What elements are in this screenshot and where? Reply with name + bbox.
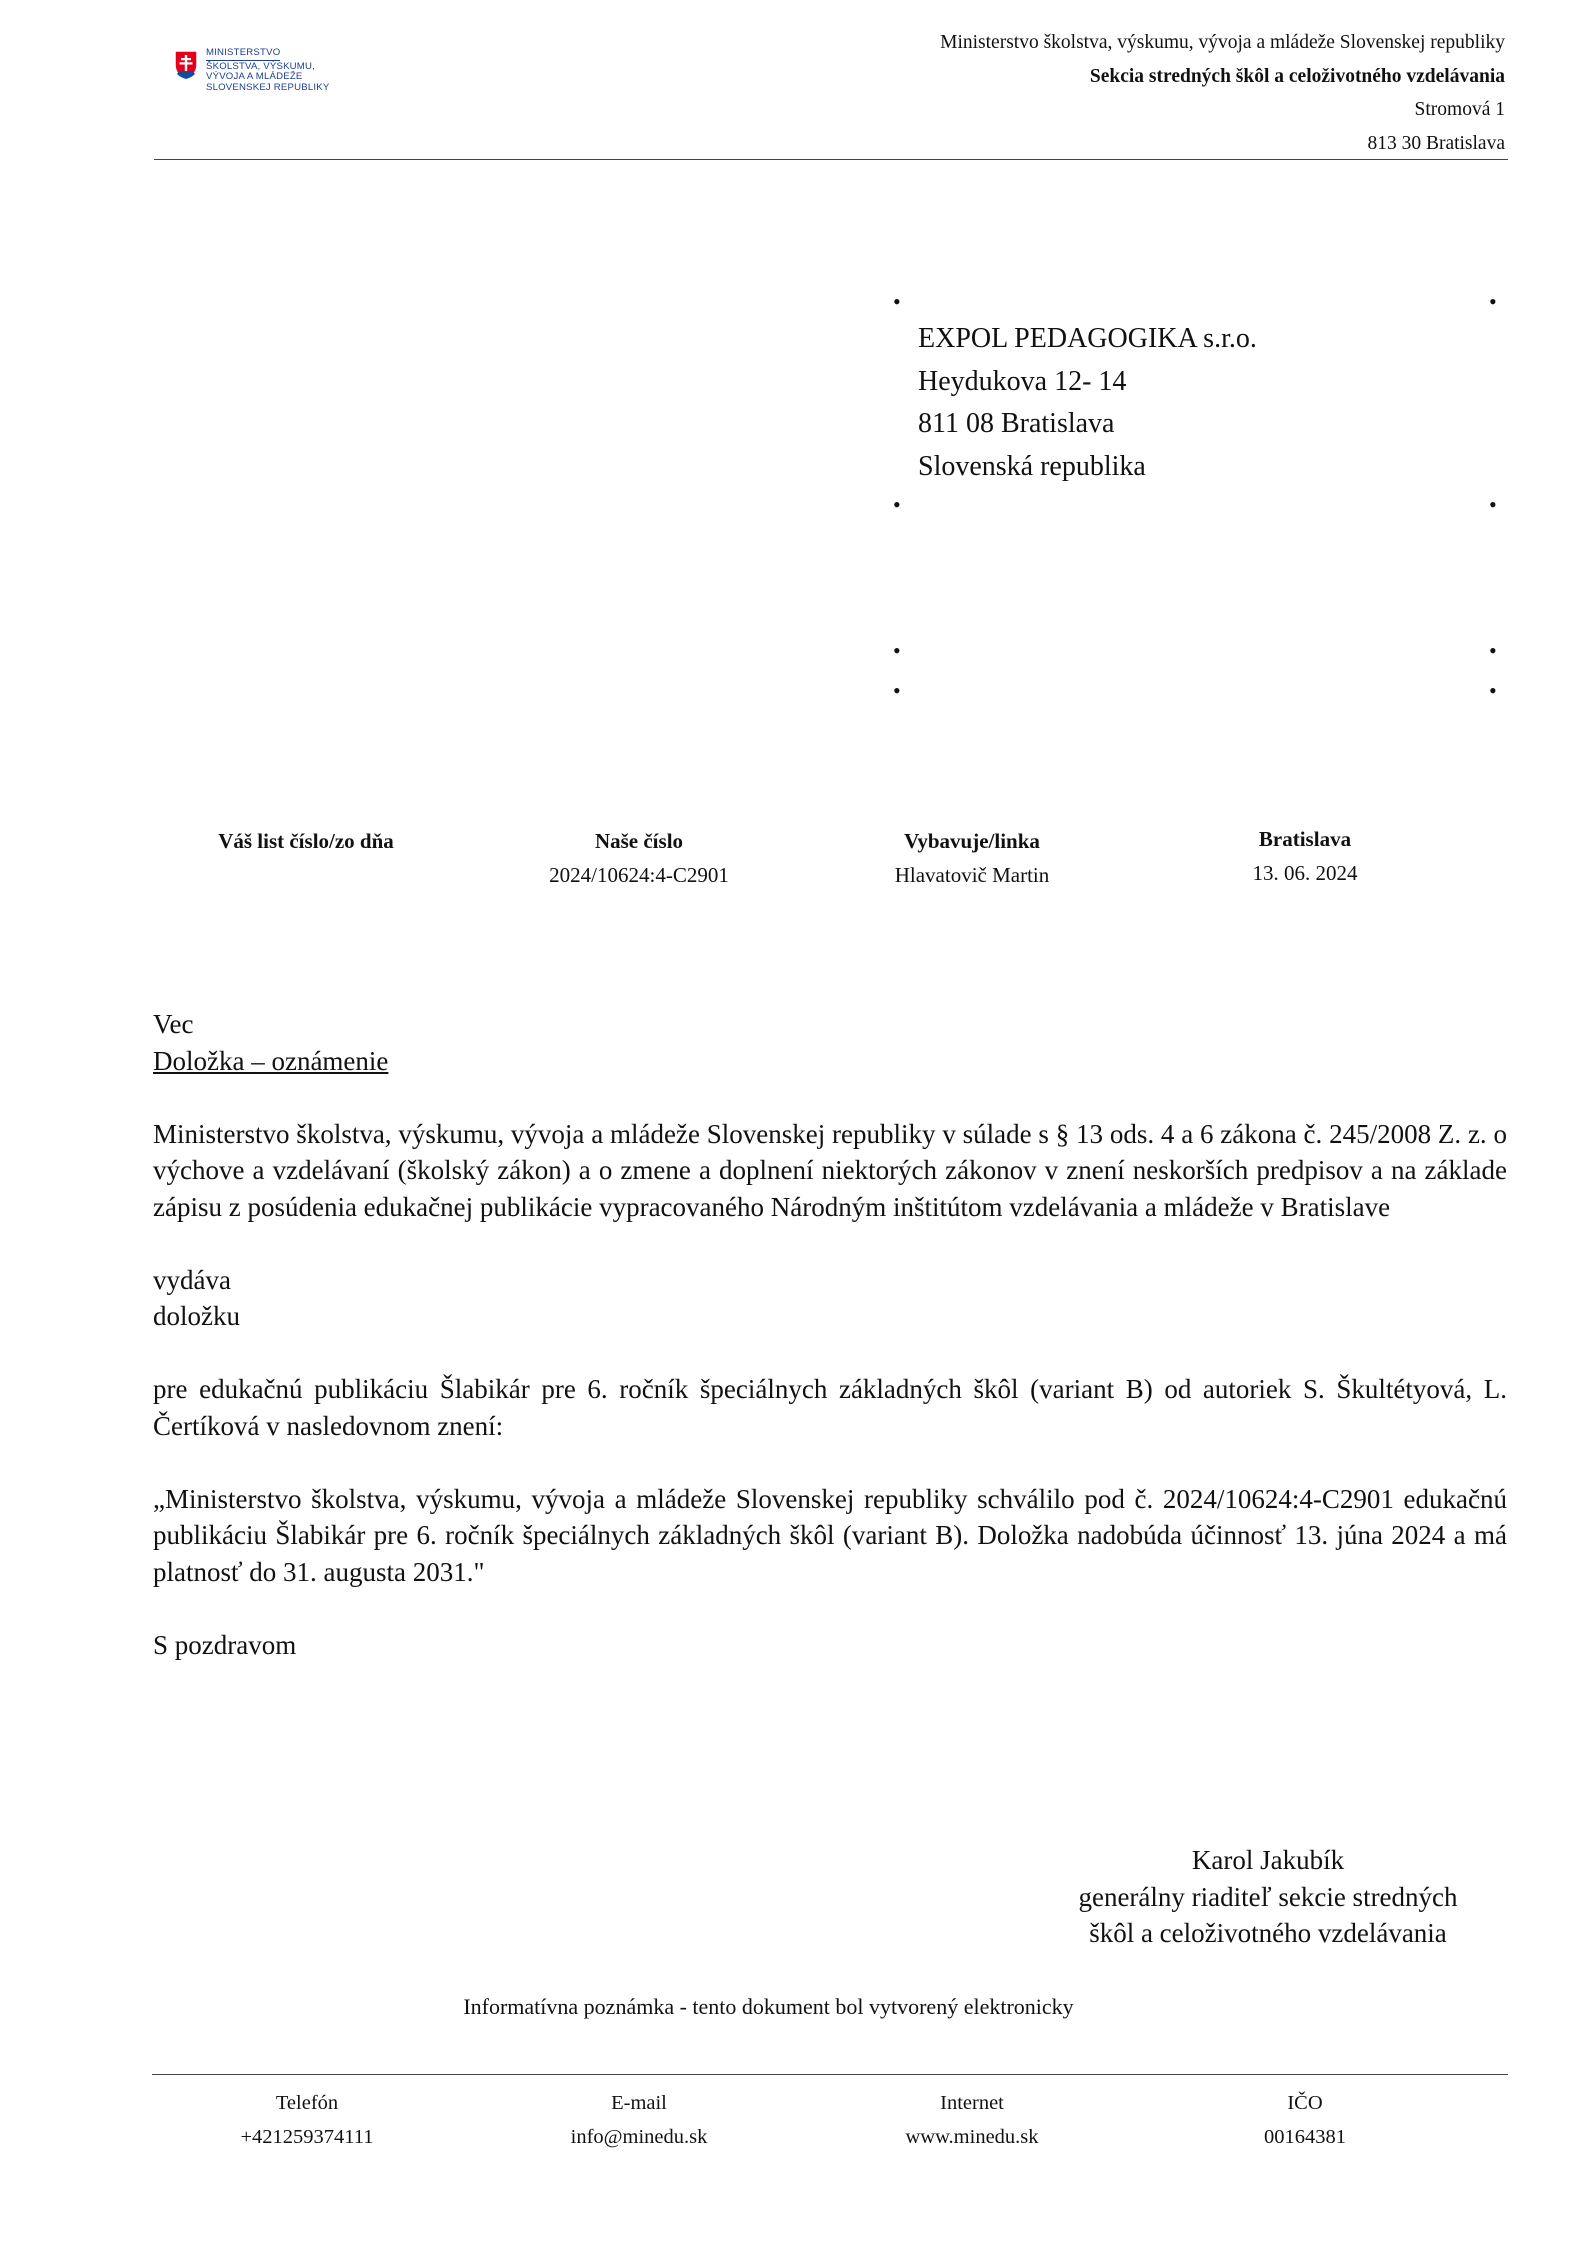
footer-internet-value[interactable]: www.minedu.sk [905,2126,1039,2148]
footer-divider [152,2074,1508,2075]
body-paragraph: Ministerstvo školstva, výskumu, vývoja a mládeže Slovenskej republiky v súlade s § 13 ods. 4 a 6 zákona č. 245/2008 Z. z. o výchove a vzdelávaní (školský zákon) a o zmene a doplnení niektorých zákonov v znení neskorších predpisov a na základe zápisu z posúdenia edukačnej publikácie vypracovaného Národným inštitútom vzdelávania a mládeže v Bratislave [153,1118,1507,1222]
header-ministry: Ministerstvo školstva, výskumu, vývoja a mládeže Slovenskej republiky [940,32,1505,53]
footer-phone [157,2086,457,2154]
address-corner-mark: • [1489,289,1497,314]
ref-our-number-label: Naše číslo [594,829,684,853]
logo-wordmark [206,48,329,93]
footer-ico-value: 00164381 [1264,2126,1346,2148]
ref-place-date [1145,824,1465,892]
letter-body [153,1006,1507,1663]
address-corner-mark: • [1489,492,1497,517]
ref-our-number-value: 2024/10624:4-C2901 [549,863,729,887]
address-corner-mark: • [1489,638,1497,663]
sender-header [940,26,1505,160]
recipient-address [918,318,1257,488]
ref-handled-by [812,826,1132,894]
ref-your-letter-label: Váš list číslo/zo dňa [218,829,394,853]
logo-line: VÝVOJA A MLÁDEŽE [206,71,303,83]
closing-line: S pozdravom [153,1629,297,1660]
clause-line: doložku [153,1301,240,1331]
header-divider [154,159,1508,160]
signatory-title: škôl a celoživotného vzdelávania [1089,1918,1447,1948]
logo-line: MINISTERSTVO [206,48,280,61]
ref-your-letter [146,826,466,856]
logo-line: ŠKOLSTVA, VÝSKUMU, [206,60,315,72]
ref-place-label: Bratislava [1258,827,1352,851]
recipient-street: Heydukova 12- 14 [918,365,1127,397]
ref-date-value: 13. 06. 2024 [1252,861,1358,885]
ref-our-number [479,826,799,894]
footer-email [489,2086,789,2154]
ref-handled-by-label: Vybavuje/linka [904,829,1040,853]
footer-internet-label: Internet [940,2092,1004,2114]
footer-email-label: E-mail [611,2092,667,2114]
footer-phone-label: Telefón [275,2092,339,2114]
signature-block [1058,1842,1478,1952]
header-section: Sekcia stredných škôl a celoživotného vzdelávania [1089,65,1505,87]
informative-note: Informatívna poznámka - tento dokument bol vytvorený elektronicky [463,1994,1074,2019]
signatory-title: generálny riaditeľ sekcie stredných [1078,1881,1458,1912]
footer-internet [822,2086,1122,2154]
footer-email-value[interactable]: info@minedu.sk [570,2126,708,2148]
subject-title: Doložka – oznámenie [153,1045,389,1076]
recipient-country: Slovenská republika [918,450,1146,482]
address-corner-mark: • [893,289,901,314]
footer-ico [1155,2086,1455,2154]
slovak-coat-of-arms-icon [174,50,198,80]
footer-phone-value: +421259374111 [240,2126,374,2148]
ref-handled-by-value: Hlavatovič Martin [894,863,1050,887]
ministry-logo [174,48,334,104]
header-city: 813 30 Bratislava [1367,132,1505,154]
address-corner-mark: • [1489,678,1497,703]
body-paragraph: pre edukačnú publikáciu Šlabikár pre 6. ročník špeciálnych základných škôl (variant B) od autoriek S. Škultétyová, L. Čertíková v nasledovnom znení: [153,1374,1507,1441]
quoted-clause: „Ministerstvo školstva, výskumu, vývoja a mládeže Slovenskej republiky schválilo pod č. 2024/10624:4-C2901 edukačnú publikáciu Šlabikár pre 6. ročník špeciálnych základných škôl (variant B). Doložka nadobúda účinnosť 13. júna 2024 a má platnosť do 31. augusta 2031." [153,1483,1507,1587]
issues-line: vydáva [153,1264,231,1295]
recipient-city: 811 08 Bratislava [918,408,1115,439]
address-corner-mark: • [893,638,901,663]
address-corner-mark: • [893,678,901,703]
footer-ico-label: IČO [1287,2092,1323,2114]
header-street: Stromová 1 [1414,99,1505,120]
subject-label: Vec [153,1009,194,1039]
logo-line: SLOVENSKEJ REPUBLIKY [206,81,330,93]
recipient-name: EXPOL PEDAGOGIKA s.r.o. [918,323,1257,354]
signatory-name: Karol Jakubík [1191,1845,1345,1875]
address-corner-mark: • [893,492,901,517]
